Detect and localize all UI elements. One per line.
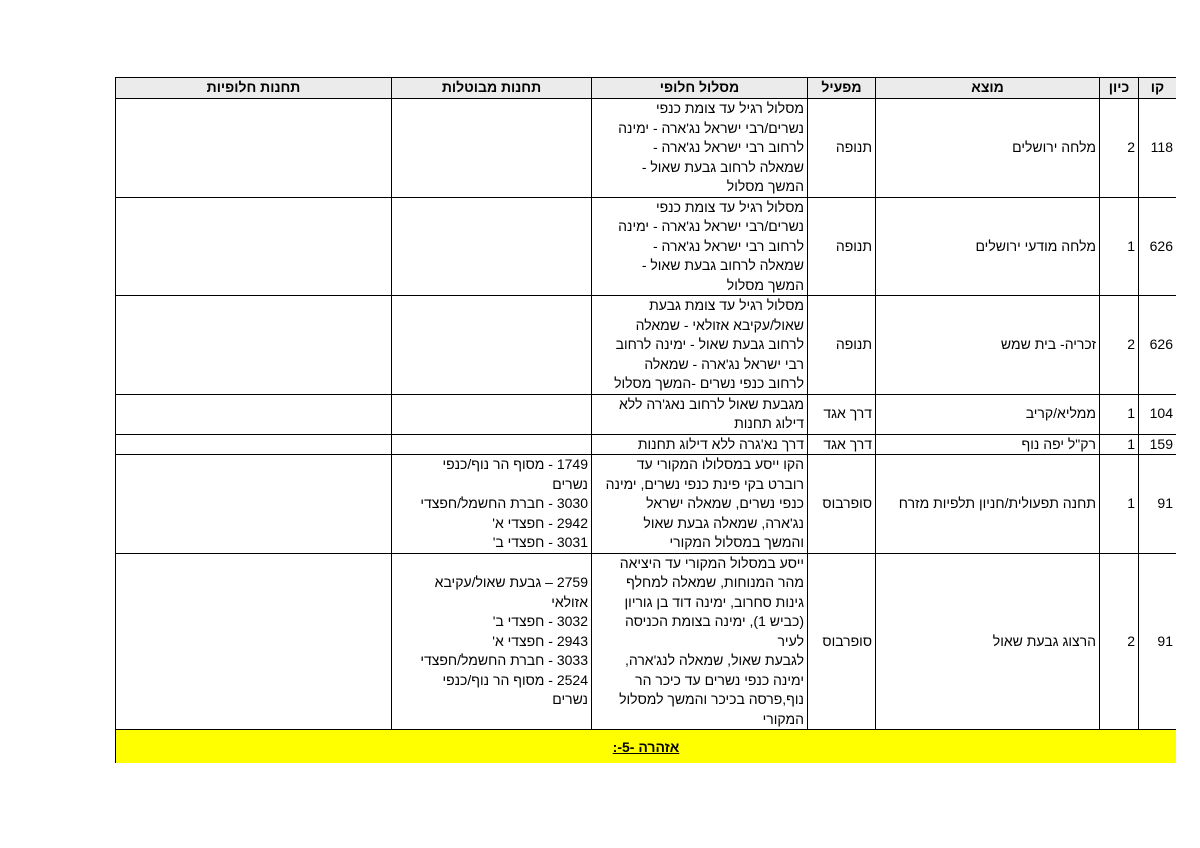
cell-direction: 2 — [1100, 296, 1139, 395]
cell-direction: 2 — [1100, 99, 1139, 198]
cell-direction: 1 — [1100, 197, 1139, 296]
cell-origin: תחנה תפעולית/חניון תלפיות מזרח — [876, 455, 1100, 554]
cell-alt-stops — [116, 434, 392, 455]
header-alt-route: מסלול חלופי — [592, 78, 808, 99]
table-container — [115, 77, 1176, 763]
table-row — [116, 553, 1177, 730]
cell-alt-route: מסלול רגיל עד צומת כנפי נשרים/רבי ישראל נג'ארה - ימינה לרחוב רבי ישראל נג'ארה - שמאלה לרחוב גבעת שאול - המשך מסלול — [592, 99, 808, 198]
cell-cancelled-stops: 1749 - מסוף הר נוף/כנפי נשרים 3030 - חברת החשמל/חפצדי 2942 - חפצדי א' 3031 - חפצדי ב' — [392, 455, 592, 554]
cell-operator: תנופה — [808, 197, 876, 296]
section-banner: אזהרה -5-: — [116, 730, 1177, 764]
table-row — [116, 99, 1177, 198]
cell-operator: תנופה — [808, 99, 876, 198]
cell-direction: 1 — [1100, 434, 1139, 455]
cell-alt-stops — [116, 455, 392, 554]
cell-line: 159 — [1139, 434, 1177, 455]
cell-operator: דרך אגד — [808, 434, 876, 455]
table-row — [116, 197, 1177, 296]
cell-direction: 1 — [1100, 455, 1139, 554]
cell-operator: תנופה — [808, 296, 876, 395]
cell-cancelled-stops — [392, 394, 592, 434]
cell-direction: 1 — [1100, 394, 1139, 434]
cell-alt-route: הקו ייסע במסלולו המקורי עד רוברט בקי פינת כנפי נשרים, ימינה כנפי נשרים, שמאלה ישראל נג'ארה, שמאלה גבעת שאול והמשך במסלול המקורי — [592, 455, 808, 554]
cell-origin: מלחה מודעי ירושלים — [876, 197, 1100, 296]
cell-origin: ממליא/קריב — [876, 394, 1100, 434]
cell-alt-stops — [116, 197, 392, 296]
cell-direction: 2 — [1100, 553, 1139, 730]
section-banner-row — [116, 730, 1177, 764]
cell-alt-route: דרך נא'גרה ללא דילוג תחנות — [592, 434, 808, 455]
cell-cancelled-stops — [392, 197, 592, 296]
cell-origin: מלחה ירושלים — [876, 99, 1100, 198]
cell-alt-stops — [116, 99, 392, 198]
table-row — [116, 434, 1177, 455]
cell-line: 626 — [1139, 197, 1177, 296]
table-row — [116, 455, 1177, 554]
table-row — [116, 296, 1177, 395]
header-line: קו — [1139, 78, 1177, 99]
header-origin: מוצא — [876, 78, 1100, 99]
cell-alt-route: מסלול רגיל עד צומת גבעת שאול/עקיבא אזולאי - שמאלה לרחוב גבעת שאול - ימינה לרחוב רבי ישראל נג'ארה - שמאלה לרחוב כנפי נשרים -המשך מסלול — [592, 296, 808, 395]
cell-alt-route: מגבעת שאול לרחוב נאג'רה ללא דילוג תחנות — [592, 394, 808, 434]
cell-alt-route: מסלול רגיל עד צומת כנפי נשרים/רבי ישראל נג'ארה - ימינה לרחוב רבי ישראל נג'ארה - שמאלה לרחוב גבעת שאול - המשך מסלול — [592, 197, 808, 296]
header-cancelled-stops: תחנות מבוטלות — [392, 78, 592, 99]
cell-origin: הרצוג גבעת שאול — [876, 553, 1100, 730]
header-alt-stops: תחנות חלופיות — [116, 78, 392, 99]
cell-line: 91 — [1139, 553, 1177, 730]
cell-cancelled-stops — [392, 434, 592, 455]
cell-line: 104 — [1139, 394, 1177, 434]
cell-operator: סופרבוס — [808, 455, 876, 554]
cell-operator: סופרבוס — [808, 553, 876, 730]
cell-cancelled-stops — [392, 296, 592, 395]
route-changes-table — [115, 77, 1176, 763]
cell-operator: דרך אגד — [808, 394, 876, 434]
table-row — [116, 394, 1177, 434]
cell-cancelled-stops: 2759 – גבעת שאול/עקיבא אזולאי 3032 - חפצדי ב' 2943 - חפצדי א' 3033 - חברת החשמל/חפצדי 2524 - מסוף הר נוף/כנפי נשרים — [392, 553, 592, 730]
cell-alt-route: ייסע במסלול המקורי עד היציאה מהר המנוחות, שמאלה למחלף גינות סחרוב, ימינה דוד בן גוריון (כביש 1), ימינה בצומת הכניסה לעיר לגבעת שאול, שמאלה לנג'ארה, ימינה כנפי נשרים עד כיכר הר נוף,פרסה בכיכר והמשך למסלול המקורי — [592, 553, 808, 730]
cell-origin: רק"ל יפה נוף — [876, 434, 1100, 455]
cell-alt-stops — [116, 296, 392, 395]
header-operator: מפעיל — [808, 78, 876, 99]
header-direction: כיון — [1100, 78, 1139, 99]
cell-line: 91 — [1139, 455, 1177, 554]
cell-alt-stops — [116, 394, 392, 434]
cell-line: 118 — [1139, 99, 1177, 198]
cell-alt-stops — [116, 553, 392, 730]
cell-origin: זכריה- בית שמש — [876, 296, 1100, 395]
cell-line: 626 — [1139, 296, 1177, 395]
cell-cancelled-stops — [392, 99, 592, 198]
table-header-row — [116, 78, 1177, 99]
